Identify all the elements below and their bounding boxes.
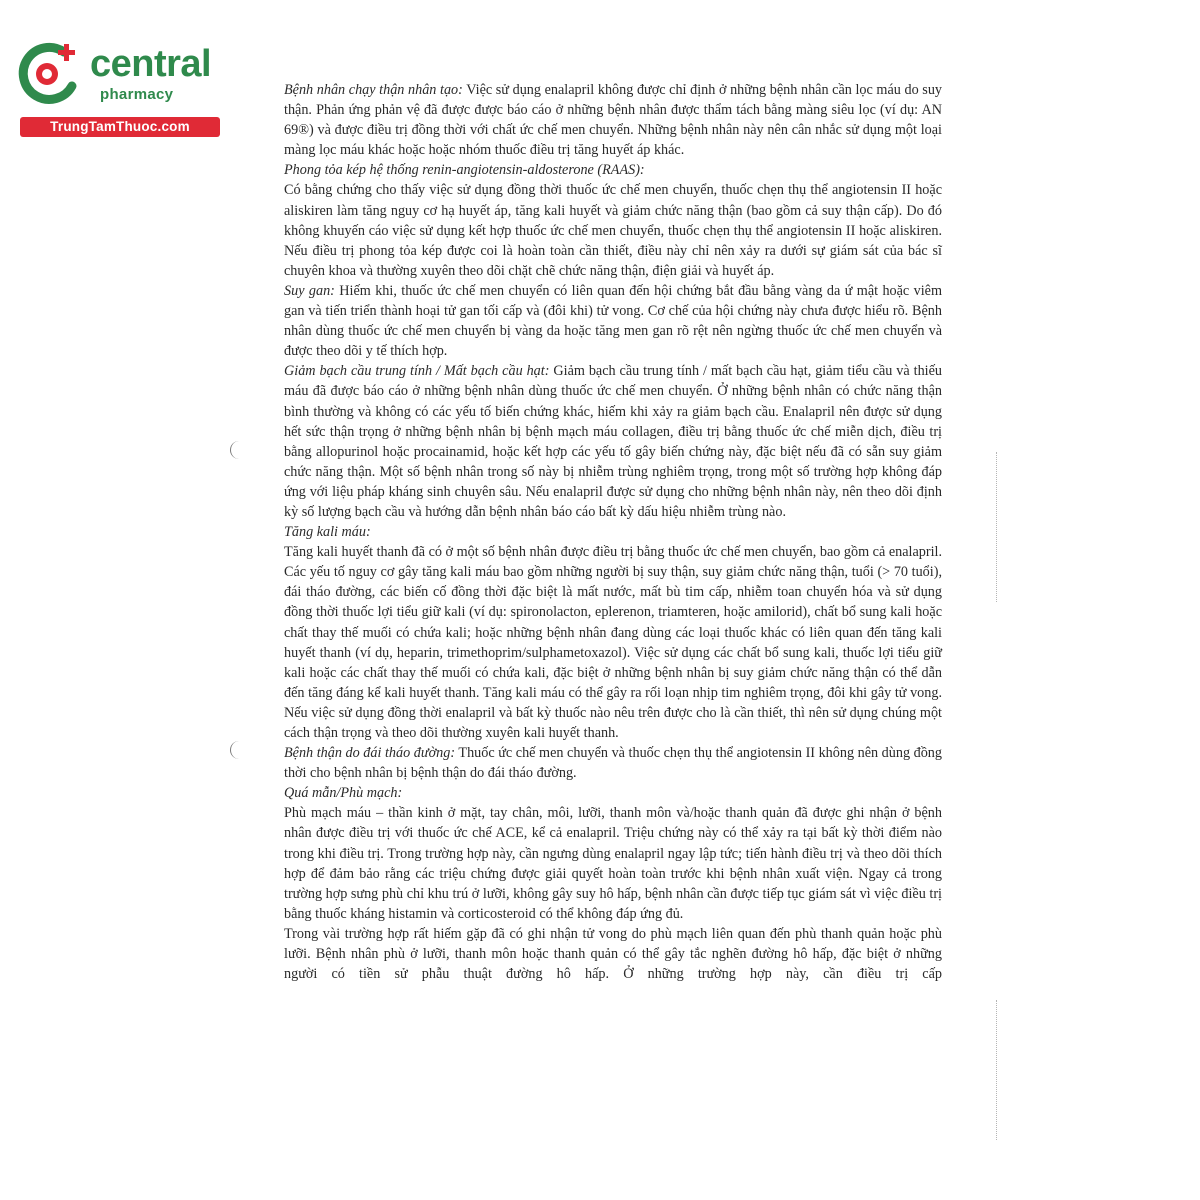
paragraph-label: Suy gan: xyxy=(284,282,335,299)
paragraph-angioedema-continued: Trong vài trường hợp rất hiếm gặp đã có ghi nhận tử vong do phù mạch liên quan đến phù thanh quản hoặc phù lưỡi. Bệnh nhân phù ở lưỡi, thanh môn hoặc thanh quản có thể gây tắc nghẽn đường hô hấp, đặc biệt ở những người có tiền sử phẫu thuật đường hô hấp. Ở những trường hợp này, cần điều trị cấp xyxy=(284,925,942,983)
paragraph-liver-failure xyxy=(284,281,942,361)
document-body xyxy=(284,80,942,984)
paragraph-hyperkalemia: Tăng kali huyết thanh đã có ở một số bệnh nhân được điều trị bằng thuốc ức chế men chuyển, bao gồm cả enalapril. Các yếu tố nguy cơ gây tăng kali máu bao gồm những người bị suy thận, suy giảm chức năng thận, tuổi (> 70 tuổi), đái tháo đường, các biến cố đồng thời đặc biệt là mất nước, mất bù tim cấp, nhiễm toan chuyển hóa và sử dụng đồng thời thuốc lợi tiểu giữ kali (ví dụ: spironolacton, eplerenon, triamteren, hoặc amilorid), chất bổ sung kali hoặc chất thay thế muối có chứa kali; hoặc những bệnh nhân đang dùng các loại thuốc khác có liên quan đến tăng kali huyết thanh (ví dụ, heparin, trimethoprim/sulphametoxazol). Việc sử dụng các chất bổ sung kali, thuốc lợi tiểu giữ kali hoặc các chất thay thế muối có chứa kali, đặc biệt ở những bệnh nhân bị suy giảm chức năng thận có thể dẫn đến tăng đáng kể kali huyết thanh. Tăng kali máu có thể gây ra rối loạn nhịp tim nghiêm trọng, đôi khi gây tử vong. Nếu việc sử dụng đồng thời enalapril và bất kỳ thuốc nào nêu trên được cho là cần thiết, thì nên sử dụng chúng một cách thận trọng và theo dõi thường xuyên kali huyết thanh. xyxy=(284,544,942,741)
scan-margin-mark xyxy=(230,741,243,759)
brand-website: TrungTamThuoc.com xyxy=(20,117,220,137)
scan-edge-dots xyxy=(996,452,999,602)
paragraph-dialysis xyxy=(284,80,942,160)
paragraph-angioedema: Phù mạch máu – thần kinh ở mặt, tay chân, môi, lưỡi, thanh môn và/hoặc thanh quản đã được ghi nhận ở bệnh nhân được điều trị với thuốc ức chế ACE, kể cả enalapril. Triệu chứng này có thể xảy ra tại bất kỳ thời điểm nào trong khi điều trị. Trong trường hợp này, cần ngưng dùng enalapril ngay lập tức; tiến hành điều trị và theo dõi thích hợp để đảm bảo rằng các triệu chứng được giải quyết hoàn toàn trước khi bệnh nhân xuất viện. Ngay cả trong trường hợp sưng phù chỉ khu trú ở lưỡi, không gây suy hô hấp, bệnh nhân cần được tiếp tục giám sát vì việc điều trị bằng thuốc kháng histamin và corticosteroid có thể không đáp ứng đủ. xyxy=(284,805,942,922)
scan-margin-mark xyxy=(230,441,243,459)
paragraph-label: Giảm bạch cầu trung tính / Mất bạch cầu hạt: xyxy=(284,363,550,380)
central-pharmacy-logo xyxy=(10,36,215,136)
paragraph-text: Việc sử dụng enalapril không được chỉ định ở những bệnh nhân cần lọc máu do suy thận. Phản ứng phản vệ đã được được báo cáo ở những bệnh nhân được thẩm tách bằng màng siêu lọc (ví dụ: AN 69®) và được điều trị đồng thời với chất ức chế men chuyển. Những bệnh nhân này nên cân nhắc sử dụng một loại màng lọc máu khác hoặc hoặc nhóm thuốc điều trị tăng huyết áp khác. xyxy=(284,82,943,159)
central-pharmacy-logo-mark-icon xyxy=(12,38,84,110)
brand-name: central xyxy=(90,43,212,85)
paragraph-label: Bệnh thận do đái tháo đường: xyxy=(284,745,456,762)
paragraph-neutropenia xyxy=(284,361,942,522)
section-heading-raas: Phong tỏa kép hệ thống renin-angiotensin-aldosterone (RAAS): xyxy=(284,162,645,179)
paragraph-text: Hiếm khi, thuốc ức chế men chuyển có liên quan đến hội chứng bắt đầu bằng vàng da ứ mật hoặc viêm gan và tiến triển thành hoại tử gan tối cấp và (đôi khi) tử vong. Cơ chế của hội chứng này chưa được hiểu rõ. Bệnh nhân dùng thuốc ức chế men chuyển bị vàng da hoặc tăng men gan rõ rệt nên ngừng thuốc ức chế men chuyển và được theo dõi y tế thích hợp. xyxy=(284,282,942,360)
paragraph-raas: Có bằng chứng cho thấy việc sử dụng đồng thời thuốc ức chế men chuyển, thuốc chẹn thụ thể angiotensin II hoặc aliskiren làm tăng nguy cơ hạ huyết áp, tăng kali huyết và giảm chức năng thận (bao gồm cả suy thận cấp). Do đó không khuyến cáo việc sử dụng kết hợp thuốc ức chế men chuyển, thuốc chẹn thụ thể angiotensin II hoặc aliskiren. Nếu điều trị phong tỏa kép được coi là hoàn toàn cần thiết, điều này chỉ nên xảy ra dưới sự giám sát của bác sĩ chuyên khoa và thường xuyên theo dõi chặt chẽ chức năng thận, điện giải và huyết áp. xyxy=(284,182,942,279)
scan-edge-dots xyxy=(996,1000,999,1140)
paragraph-text: Giảm bạch cầu trung tính / mất bạch cầu hạt, giảm tiểu cầu và thiếu máu đã được báo cáo ở những bệnh nhân dùng thuốc ức chế men chuyển. Ở những bệnh nhân có chức năng thận bình thường và không có các yếu tố biến chứng khác, hiếm khi xảy ra giảm bạch cầu. Enalapril nên được sử dụng hết sức thận trọng ở những bệnh nhân bị bệnh mạch máu collagen, điều trị bằng thuốc ức chế miễn dịch, điều trị bằng allopurinol hoặc procainamid, hoặc kết hợp các yếu tố gây biến chứng này, đặc biệt nếu đã có sẵn suy giảm chức năng thận. Một số bệnh nhân trong số này bị nhiễm trùng nghiêm trọng, trong một số trường hợp không đáp ứng với liệu pháp kháng sinh chuyên sâu. Nếu enalapril được sử dụng cho những bệnh nhân này, nên theo dõi định kỳ số lượng bạch cầu và hướng dẫn bệnh nhân báo cáo bất kỳ dấu hiệu nhiễm trùng nào. xyxy=(284,363,942,520)
paragraph-text: Thuốc ức chế men chuyển và thuốc chẹn thụ thể angiotensin II không nên dùng đồng thời cho bệnh nhân bị bệnh thận do đái tháo đường. xyxy=(284,745,942,782)
paragraph-label: Bệnh nhân chạy thận nhân tạo: xyxy=(284,82,463,98)
paragraph-diabetic-nephropathy xyxy=(284,743,942,783)
section-heading-hyperkalemia: Tăng kali máu: xyxy=(284,524,371,541)
brand-tagline: pharmacy xyxy=(100,86,174,103)
section-heading-angioedema: Quá mẫn/Phù mạch: xyxy=(284,785,403,802)
